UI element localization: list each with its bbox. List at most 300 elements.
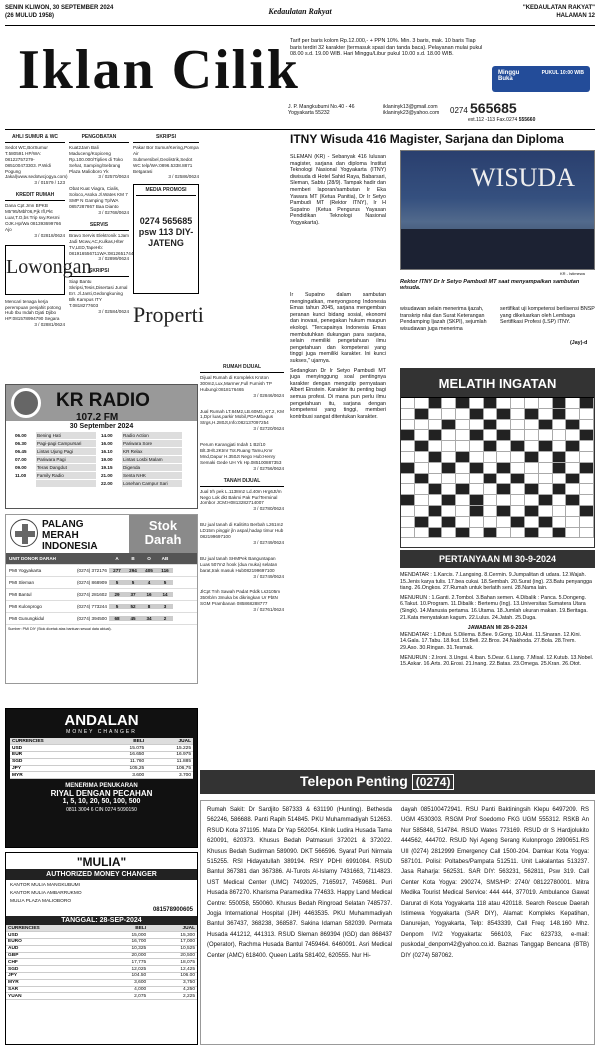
pmi-row bbox=[6, 589, 197, 601]
rate-cell: JPY bbox=[6, 973, 99, 980]
crossword-cell bbox=[539, 495, 553, 506]
pmi-header-row bbox=[6, 553, 197, 565]
crossword-cell bbox=[525, 452, 539, 463]
crossword-cell bbox=[525, 398, 539, 409]
crossword-cell bbox=[580, 484, 594, 495]
rate-row bbox=[6, 966, 197, 973]
article-lede: SLEMAN (KR) - Sebanyak 416 lulusan magister, sarjana dan diploma Institut Teknologi Nasional Yogyakarta (ITNY) diwisuda di Hotel Sahid Raya, Babarsari, Sleman, Sabtu (28/9). Tampak hadir dan memberi laporan/sambutan Ir Eka Yawara MT (Ketua Panitia), Dr Ir Setyo Pambudi MT (Rektor ITNY), Ir H Supatno (Ketua Pengurus Yayasan Pendidikan Teknologi Nasional Yogyakarta). bbox=[290, 154, 386, 226]
rate-cell: BELI bbox=[99, 738, 146, 745]
pmi-cell: 52 bbox=[125, 604, 141, 609]
crossword-cell bbox=[429, 441, 443, 452]
crossword-cell bbox=[553, 474, 567, 485]
classified-col-2: PENGOBATAN Kuat2Jam Bali Maduceng/Kopiceng Rp.100.000/Tiplies di Toko Sehat, Samping/Sebrang Plaza Malioboro Yk 3 / 02570/0624 Obat Kuat Viagra, Cialis, Soloco,Asoka Jl.Wates KM 7 SMP N Gamping Tp/WA 0857287867 Baa Dianto 3 / 02768/0624 SERVIS Bravo Servis Elektronik 1Jam Jadi Mcwv,AC,Kulkas,Hlter TV,LED,TapeHb: 081916556711WA:0812651744 3 / 02899/0624 SKRIPSI Siap Bantu Skripsi,Tesis,Disertasi Jurnal Err. Jl.Janti,Gedongkuning Blk Kampus ITY T.0818277603 3 / 02584/0624 bbox=[69, 134, 134, 314]
article-body: Ir Supatno dalam sambutan mengingatkan, menyongsong Indonesia Emas tahun 2045, sarjana mengemban peranan kunci bidang sosial, ekonomi dan inovasi, penegakan hukum maupun ekologi. "Tercapainya Indonesia Emas membutuhkan dukungan para sarjana, selain memiliki pengetahuan ilmu pengetahuan dan kompetensi yang tinggi juga memiliki karakter. Ini kunci sukses," ujarnya. Sedangkan Dr Ir Setyo Pambudi MT juga menyinggung soal pentingnya karakter dengan mengutip pernyataan Albert Einstein. Karakter itu penting bagi semua profesi. Di mana pun perlu ilmu pengetahuan itu, sarjana dengan kompetensi yang tinggi, memberi kontribusi sangat ditentukan karakter. bbox=[290, 292, 386, 420]
crossword-cell bbox=[511, 484, 525, 495]
crossword-cell bbox=[456, 452, 470, 463]
crossword-cell bbox=[415, 484, 429, 495]
crossword-cell bbox=[442, 474, 456, 485]
crossword-cell bbox=[511, 441, 525, 452]
rate-cell: MYR bbox=[10, 772, 99, 779]
rate-cell: 15,000 bbox=[99, 932, 148, 939]
header-page: "KEDAULATAN RAKYAT" HALAMAN 12 bbox=[522, 5, 595, 19]
crossword-title: MELATIH INGATAN bbox=[401, 369, 594, 397]
crossword-cell bbox=[456, 430, 470, 441]
crossword-cell bbox=[539, 484, 553, 495]
crossword-cell bbox=[497, 506, 511, 517]
rate-row bbox=[10, 765, 193, 772]
pmi-cell: 16 bbox=[141, 592, 157, 597]
pmi-title: PALANG MERAH INDONESIA bbox=[42, 519, 98, 552]
pmi-cell: AB bbox=[161, 556, 169, 561]
lowongan-heading: Lowongan bbox=[5, 245, 65, 295]
rate-cell: 3.600 bbox=[99, 772, 146, 779]
crossword-cell bbox=[484, 430, 498, 441]
crossword-cell bbox=[525, 409, 539, 420]
red-cross-icon bbox=[10, 519, 38, 547]
pmi-cell: 45 bbox=[125, 616, 141, 621]
rate-row bbox=[6, 952, 197, 959]
crossword-cell bbox=[470, 495, 484, 506]
crossword-cell bbox=[442, 517, 456, 528]
crossword-cell bbox=[497, 441, 511, 452]
crossword-cell bbox=[415, 398, 429, 409]
rate-cell: 12,425 bbox=[148, 966, 197, 973]
rate-row bbox=[6, 973, 197, 980]
crossword-cell bbox=[553, 409, 567, 420]
crossword-cell bbox=[415, 409, 429, 420]
crossword-grid bbox=[401, 397, 594, 538]
crossword-cell bbox=[511, 517, 525, 528]
crossword-cell bbox=[401, 398, 415, 409]
rate-cell: USD bbox=[6, 932, 99, 939]
andalan-money-changer: ANDALAN MONEY CHANGER CURRENCIES BELI JUAL USD 15.075 15.225 EUR 16.650 16.975 SGD 11.760 11.885 JPY 105,25 106,75 MYR 3.600 3.700 MENERIMA PENUKARAN RIYAL DENGAN PECAHAN 1, 5, 10, 20, 50, 100, 500 0811 3004 6 CIN 0274 5090150 bbox=[5, 708, 198, 848]
header-date: SENIN KLIWON, 30 SEPTEMBER 2024 (26 MULUD 1958) bbox=[5, 5, 114, 19]
crossword-cell bbox=[566, 430, 580, 441]
crossword-cell bbox=[566, 452, 580, 463]
rate-cell: 17,775 bbox=[99, 959, 148, 966]
crossword-cell bbox=[401, 463, 415, 474]
properti-heading: Properti bbox=[133, 302, 204, 328]
crossword-cell bbox=[511, 430, 525, 441]
crossword-cell bbox=[401, 420, 415, 431]
rate-cell: SAR bbox=[6, 986, 99, 993]
crossword-cell bbox=[580, 430, 594, 441]
crossword-cell bbox=[456, 420, 470, 431]
pmi-cell: 405 bbox=[141, 568, 157, 573]
crossword-cell bbox=[429, 430, 443, 441]
crossword-cell bbox=[525, 463, 539, 474]
article-col-b: sertifikat uji kompetensi berlisensi BNSP yang dikeluarkan oleh Lembaga Sertifikasi Profesi (LSP) ITNY. bbox=[500, 306, 595, 326]
telepon-body: Rumah Sakit: Dr Sardjito 587333 & 631190 (Hunting). Bethesda 562246, 586688. Panti Rapih 514845. PKU Muhammadiyah 512653. RSUD Kota 371195. Mata Dr Yap 562054. Klinik Ludira Husada Tama 620091, 620373. Khusus Bedah Patmasuri 372021 & 372022. Khusus Bedah Sudirman 589090. DKT 566596. Syaraf Puri Nirmala 515255. RSI Hidayatullah 389194. RSIY PDHI 6991084. RSUD Bantul 367381 dan 367386. Al-Turots Al-Islamy 7431663, 7114823. UST Medical Center (UMC) 7492025, 7165917, 7459681. Puri Husada 867270. Kharisma Paramedika 774633. Happy Land Medical Centre: 550058, 550060. Khusus Bedah Ringroad Selatan 7485737. Jogja International Hospital (JIH) 4463535. PKU Muhammadiyah Bantul 367437, 368238, 368587. Sakina Idaman 582039. Permata Husada 441212, 441313. RSUD Sleman 869394 (IGD) dan 868437 (Operator), Rachma Husada Bantul 7459464. 6460091. Asri Medical Center (AMC) 618400. Queen Latifa 581402, 620555. Nur Hi- dayah 085100472941. RSU Panti Baktiningsih Klepu 6497209. RS UGM 4530303. RSGM Prof Soedomo FKG UGM 555312. RSKB An Nur 585848, 514784. RSUD Wates 773169. RSUD dr S Hardjolukito 444562, 444702. RSUD Nyi Ageng Serang Kulonprogo 2890651.RS UII (0274) 2812999 Emergency Call 1500-204. Damkar Kota Yogya: 587101. Polisi: Poltabes/Pampata 512511. Unit Lakalantas 513237. Jasa Raharja: 562531. SAR DIY: 563231, 562811, Psw 319. Call Center Kota Yogya: 290274, SMS/HP: 2740/ 08122780001. Mitra Medika Tourist Medical Service: 444 444, 377019. Ambulance Gawat Darurat di Kota Yogyakarta 118 atau 420118. Search Rescue Daerah Istimewa Yogyakarta (SAR DIY), Alamat: Kompleks Kepatihan, Danurejan, Yogyakarta, Telp: 8543339, Call Freq: 148.160 Mhz. Denpom IV/2 Yogyakarta: 566103, Fax: 623733, e-mail: puskodal_denpom42@yahoo.co.id. Baznas Tanggap Bencana (BTB) DIY (0274) 587062. bbox=[200, 800, 595, 1045]
rate-cell: JUAL bbox=[146, 738, 193, 745]
crossword-cell bbox=[442, 430, 456, 441]
crossword-cell bbox=[525, 495, 539, 506]
rate-cell: 105,25 bbox=[99, 765, 146, 772]
contact-info bbox=[288, 104, 593, 126]
properti-listings: RUMAH DIJUAL Dijual Rumah di Kompleks Kroton 300m2,Lux,Marmer,Full Furnish TP Hubungi:0818176465 3 / 02846/0624 Jual Rumah LT.84M2,LB.60M2, KT.2, KM 1,Dpr luas,parkir Mobil,PDAMbagus Strgs,H.280Jt,Info:082137097254 3 / 02720/0624 Perum Karangjati Indah 1 B2/10 Blt.3Hlt.2Ktmr Tot.Ruang Tamu,Kmr Mnd,Dapur H.350Jt Nego Hub:Henry Semaki Gede UH Yk Hp.085100887353 3 / 02756/0624 TANAH DIJUAL Jual trh pek L.1138m2 Ld.40m Hrg6Jt/m Nego Lok dkt Bakmi Pak Pur/Terminal Jombor JCM:H0813282714007 3 / 02780/0624 BU jual tanah di Kalitirto Berbah L261m2 LD15m pinggir jln aspal,hadap timur Hub 082199697100 3 / 02749/0624 BU jual tanah SHMPek Banguntapan Luas 507m2 hook (dua muka) selatan barat,trak masuk Hub082199697100 3 / 02749/0624 JlCpt Tnh Sawah Padat Pddk Ls3105m 350rb/m 3muka bs dikringkan Ur PbtN SGM Prambanan 085868288777 3 / 02761/0624 bbox=[200, 364, 284, 613]
pmi-cell: 34 bbox=[141, 616, 157, 621]
schedule-cell: Pariwara Pagi bbox=[36, 456, 96, 463]
crossword-cell bbox=[415, 495, 429, 506]
crossword-cell bbox=[497, 495, 511, 506]
phone-area: 0274 bbox=[450, 106, 468, 115]
schedule-cell: Lintas Ujung Pagi bbox=[36, 448, 96, 455]
pmi-cell: 5 bbox=[157, 580, 173, 585]
crossword-cell bbox=[401, 528, 415, 539]
pmi-cell: PMI Yogyakarta bbox=[9, 568, 42, 573]
rate-cell: SGD bbox=[10, 758, 99, 765]
crossword-cell bbox=[470, 398, 484, 409]
schedule-cell: KR Relax bbox=[122, 448, 182, 455]
rate-row bbox=[6, 945, 197, 952]
crossword-cell bbox=[497, 484, 511, 495]
pmi-row bbox=[6, 601, 197, 613]
crossword-cell bbox=[525, 420, 539, 431]
crossword-cell bbox=[580, 528, 594, 539]
crossword-cell bbox=[580, 420, 594, 431]
rate-cell: 4,000 bbox=[99, 986, 148, 993]
crossword-cell bbox=[442, 463, 456, 474]
pmi-cell: B bbox=[131, 556, 135, 561]
crossword-cell bbox=[401, 495, 415, 506]
rate-cell: 11.760 bbox=[99, 758, 146, 765]
mulia-money-changer: "MULIA" AUTHORIZED MONEY CHANGER KANTOR MULIA MANGKUBUMI KANTOR MULIA AMBARRUKMO MULIA PLAZA MALIOBORO 081578900605 TANGGAL: 28-SEP-2024 CURRENCIES BELI JUAL USD 15,000 15,300 EURO 16,700 17,000 AUD 10,325 10,525 GBP 20,000 20,500 CHF 17,775 18,075 SGD 12,025 12,425 JPY 104.50 106.00 MYR 3,600 3,750 SAR 4,000 4,250 YUAN 2,075 2,225 bbox=[5, 852, 198, 1045]
crossword-cell bbox=[553, 430, 567, 441]
pmi-cell: PMI Sleman bbox=[9, 580, 35, 585]
pmi-cell: 8 bbox=[141, 604, 157, 609]
crossword-cell bbox=[566, 474, 580, 485]
schedule-cell bbox=[36, 480, 96, 487]
rate-cell: 2,225 bbox=[148, 993, 197, 1000]
rate-row bbox=[6, 993, 197, 1000]
rate-row bbox=[10, 772, 193, 779]
crossword-cell bbox=[442, 420, 456, 431]
schedule-cell: 07.00 bbox=[15, 457, 27, 462]
crossword-cell bbox=[484, 495, 498, 506]
rate-cell: 20,000 bbox=[99, 952, 148, 959]
schedule-cell: 06.45 bbox=[15, 449, 27, 454]
classified-col-1: AHLI SUMUR & WC Sedot WC,BorSumur T.580591 HP/WA: 08122757279-085100473303. P.Widi Pogung Jakal(www.sedotwcjogya.com) 3 / 01579 / 123 KREDIT RUMAH Dana Cpt Jmn BPKB Mtr'95/Mbl'06,Pjk Ifl,Pkt Luar,T.O,bs Trip svy.Resmi OJK.Hp/Wa 081393699766 Ajo 3 / 02818/0624 Lowongan Mencari tenaga kerja perempuan penjahit potong Hub Ibu Indah Djati Djibo HP:081578994790 Segara 3 / 02881/0624 bbox=[5, 134, 92, 328]
pmi-row bbox=[6, 613, 197, 625]
mulia-rate-table bbox=[6, 925, 197, 1000]
crossword-cell bbox=[429, 495, 443, 506]
crossword-cell bbox=[566, 517, 580, 528]
crossword-cell bbox=[484, 528, 498, 539]
rate-cell: CHF bbox=[6, 959, 99, 966]
rate-cell: 106.00 bbox=[148, 973, 197, 980]
crossword bbox=[400, 368, 595, 548]
schedule-cell: 11.00 bbox=[15, 473, 27, 478]
rates-text: Tarif per baris kolom Rp.12.000,- + PPN 10%. Min. 3 baris, mak. 10 baris Tiap baris terdiri 32 karakter (termasuk spasi dan tanda baca). Pelayanan mulai pukul 08.00 s.d. 19.00 WIB. Hari Minggu/Libur pukul 10.00 s.d. 18.00 WIB. bbox=[290, 38, 483, 58]
schedule-cell bbox=[14, 480, 32, 487]
rate-header-row bbox=[6, 925, 197, 932]
schedule-cell: 14.00 bbox=[101, 433, 113, 438]
crossword-cell bbox=[580, 506, 594, 517]
crossword-cell bbox=[497, 409, 511, 420]
rate-cell: 2,075 bbox=[99, 993, 148, 1000]
crossword-cell bbox=[580, 495, 594, 506]
rate-cell: 3.700 bbox=[146, 772, 193, 779]
rate-cell: YUAN bbox=[6, 993, 99, 1000]
crossword-cell bbox=[539, 420, 553, 431]
crossword-cell bbox=[470, 452, 484, 463]
rate-cell: 20,500 bbox=[148, 952, 197, 959]
crossword-cell bbox=[415, 441, 429, 452]
crossword-cell bbox=[497, 452, 511, 463]
crossword-cell bbox=[456, 409, 470, 420]
crossword-cell bbox=[442, 506, 456, 517]
schedule-cell: 21.00 bbox=[101, 473, 113, 478]
crossword-cell bbox=[484, 398, 498, 409]
pmi-cell: 37 bbox=[125, 592, 141, 597]
rate-cell: 16,700 bbox=[99, 939, 148, 946]
crossword-cell bbox=[429, 463, 443, 474]
pmi-cell: PMI Gunungkidul bbox=[9, 616, 45, 621]
crossword-cell bbox=[511, 506, 525, 517]
pmi-cell: 277 bbox=[109, 568, 125, 573]
pmi-cell: (0274) 773244 bbox=[77, 604, 107, 609]
schedule-cell: 06.00 bbox=[15, 433, 27, 438]
crossword-cell bbox=[511, 463, 525, 474]
schedule-cell: Lintas Losbi Malam bbox=[122, 456, 182, 463]
crossword-cell bbox=[539, 517, 553, 528]
rate-row bbox=[6, 979, 197, 986]
schedule-cell: Pagi-pagi Campursari bbox=[36, 440, 96, 447]
crossword-cell bbox=[511, 420, 525, 431]
phone-number: 565685 bbox=[470, 100, 517, 116]
crossword-cell bbox=[566, 484, 580, 495]
schedule-cell: 19.00 bbox=[101, 457, 113, 462]
crossword-cell bbox=[539, 398, 553, 409]
crossword-cell bbox=[484, 474, 498, 485]
crossword-cell bbox=[484, 463, 498, 474]
schedule-cell: Radio Action bbox=[122, 432, 182, 439]
crossword-cell bbox=[553, 463, 567, 474]
crossword-cell bbox=[539, 430, 553, 441]
pmi-table bbox=[6, 553, 197, 625]
rate-cell: 18,075 bbox=[148, 959, 197, 966]
email: iklaninyk13@gmail.com iklaninyk23@yahoo.com bbox=[383, 104, 440, 117]
audience-shape bbox=[401, 229, 594, 269]
crossword-cell bbox=[497, 474, 511, 485]
kr-radio-schedule: KR RADIO 107.2 FM 30 September 2024 06.00 Bening Hati 14.00 Radio Action 06.30 Pagi-pagi Campursari 16.00 Pariwara Sore 06.45 Lintas Ujung Pagi 16.10 KR Relax 07.00 Pariwara Pagi 19.00 Lintas Losbi Malam 09.00 Teras Dangdut 19.15 Digenda 11.00 Family Radio 21.00 Senta NHK 22.00 Losehan Campur Sari bbox=[5, 384, 198, 509]
crossword-cell bbox=[470, 420, 484, 431]
crossword-cell bbox=[525, 474, 539, 485]
crossword-cell bbox=[442, 441, 456, 452]
pmi-cell: PMI Bantul bbox=[9, 592, 32, 597]
crossword-cell bbox=[470, 506, 484, 517]
rate-cell: MYR bbox=[6, 979, 99, 986]
rate-cell: SGD bbox=[6, 966, 99, 973]
media-promosi-box: MEDIA PROMOSI 0274 565685 psw 113 DIY-JATENG bbox=[133, 184, 199, 294]
rate-cell: 106,75 bbox=[146, 765, 193, 772]
crossword-cell bbox=[401, 441, 415, 452]
pmi-cell: 5 bbox=[109, 580, 125, 585]
pmi-cell: 5 bbox=[125, 580, 141, 585]
crossword-cell bbox=[470, 517, 484, 528]
opening-hours-badge: Minggu Buka PUKUL 10:00 WIB bbox=[492, 66, 590, 92]
crossword-cell bbox=[525, 517, 539, 528]
crossword-cell bbox=[401, 452, 415, 463]
rate-cell: 15.225 bbox=[146, 745, 193, 752]
crossword-cell bbox=[539, 441, 553, 452]
schedule-cell: Teras Dangdut bbox=[36, 464, 96, 471]
rate-cell: AUD bbox=[6, 945, 99, 952]
page-header bbox=[5, 4, 595, 26]
schedule-cell: Digenda bbox=[122, 464, 182, 471]
rate-cell: 16.650 bbox=[99, 752, 146, 759]
crossword-cell bbox=[580, 452, 594, 463]
crossword-cell bbox=[497, 420, 511, 431]
pmi-cell: A bbox=[115, 556, 119, 561]
crossword-cell bbox=[580, 409, 594, 420]
crossword-cell bbox=[525, 430, 539, 441]
rate-cell: 10,525 bbox=[148, 945, 197, 952]
crossword-cell bbox=[580, 463, 594, 474]
crossword-cell bbox=[525, 506, 539, 517]
crossword-cell bbox=[525, 528, 539, 539]
crossword-cell bbox=[401, 517, 415, 528]
schedule-cell: 06.30 bbox=[15, 441, 27, 446]
stok-darah-label: Stok Darah bbox=[129, 515, 197, 553]
rate-row bbox=[6, 939, 197, 946]
wisuda-photo: WISUDA bbox=[400, 150, 595, 270]
crossword-cell bbox=[525, 484, 539, 495]
rate-cell: 17,000 bbox=[148, 939, 197, 946]
rate-cell: 16.975 bbox=[146, 752, 193, 759]
crossword-cell bbox=[580, 441, 594, 452]
pmi-cell: 29 bbox=[109, 592, 125, 597]
telepon-title: Telepon Penting (0274) bbox=[300, 773, 454, 789]
crossword-cell bbox=[497, 430, 511, 441]
phone-ext: ext.112 -113 Fax.0274 555660 bbox=[468, 117, 536, 123]
pmi-stok-darah bbox=[5, 514, 198, 684]
crossword-cell bbox=[580, 398, 594, 409]
crossword-cell bbox=[497, 528, 511, 539]
pmi-cell: (0274) 868909 bbox=[77, 580, 107, 585]
pertanyaan-title: PERTANYAAN MI 30-9-2024 bbox=[400, 550, 595, 568]
crossword-cell bbox=[429, 474, 443, 485]
crossword-cell bbox=[539, 409, 553, 420]
crossword-cell bbox=[429, 398, 443, 409]
rate-cell: 3,750 bbox=[148, 979, 197, 986]
schedule-cell: Bening Hati bbox=[36, 432, 96, 439]
kr-radio-logo-icon bbox=[11, 388, 41, 418]
crossword-cell bbox=[442, 452, 456, 463]
crossword-cell bbox=[429, 517, 443, 528]
pmi-cell: 2 bbox=[157, 616, 173, 621]
crossword-cell bbox=[415, 452, 429, 463]
crossword-cell bbox=[497, 463, 511, 474]
article-col-a: wisudawan selain menerima ijazah, transkrip nilai dan Surat Keterangan Pendamping Ijazah (SKPI), sejumlah wisudawan juga menerima bbox=[400, 306, 487, 332]
crossword-cell bbox=[429, 409, 443, 420]
crossword-cell bbox=[429, 452, 443, 463]
masthead-logo: Kedaulatan Rakyat bbox=[268, 7, 332, 16]
rate-row bbox=[6, 932, 197, 939]
crossword-cell bbox=[456, 506, 470, 517]
crossword-cell bbox=[553, 441, 567, 452]
rate-cell: 10,325 bbox=[99, 945, 148, 952]
schedule-cell: 09.00 bbox=[15, 465, 27, 470]
crossword-cell bbox=[484, 484, 498, 495]
crossword-cell bbox=[470, 484, 484, 495]
crossword-cell bbox=[553, 452, 567, 463]
pmi-cell: 14 bbox=[157, 592, 173, 597]
crossword-cell bbox=[484, 409, 498, 420]
rate-cell: 4,250 bbox=[148, 986, 197, 993]
crossword-cell bbox=[415, 474, 429, 485]
crossword-cell bbox=[429, 484, 443, 495]
crossword-cell bbox=[442, 528, 456, 539]
crossword-cell bbox=[429, 420, 443, 431]
rate-cell: 15,300 bbox=[148, 932, 197, 939]
pmi-row bbox=[6, 565, 197, 577]
article-headline: ITNY Wisuda 416 Magister, Sarjana dan Diploma bbox=[290, 132, 564, 146]
crossword-cell bbox=[511, 495, 525, 506]
crossword-cell bbox=[456, 495, 470, 506]
crossword-cell bbox=[456, 528, 470, 539]
pmi-cell: 3 bbox=[157, 604, 173, 609]
schedule-cell: Pariwara Sore bbox=[122, 440, 182, 447]
crossword-cell bbox=[456, 463, 470, 474]
crossword-cell bbox=[470, 474, 484, 485]
crossword-cell bbox=[580, 517, 594, 528]
crossword-cell bbox=[401, 409, 415, 420]
schedule-cell: Family Radio bbox=[36, 472, 96, 479]
pmi-cell: 68 bbox=[109, 616, 125, 621]
crossword-cell bbox=[415, 430, 429, 441]
andalan-rate-table bbox=[10, 738, 193, 779]
crossword-cell bbox=[442, 495, 456, 506]
crossword-cell bbox=[470, 528, 484, 539]
crossword-cell bbox=[539, 474, 553, 485]
crossword-cell bbox=[511, 528, 525, 539]
crossword-cell bbox=[525, 441, 539, 452]
crossword-clues: MENDATAR : 1.Karcis. 7.Langsing. 8.Cermin. 9.Jumpalitan di udara. 12.Wajah. 15.Jenis karya tulis. 17.bea cukai. 18.Sembah. 20.Surat (ing). 23.Batu penyangga tiang. 26.Ongkos. 27.Rumah untuk berlatih seni. 28.Nama lain. MENURUN : 1.Ganti. 2.Tombol. 3.Bahan semen. 4.Dibalik : Panca. 5.Dongeng. 6.Takut. 10.Program. 11.Dibalik : Bertemu (Ing). 13.Universitas Sumatera Utara (Singk). 14.Manusia pertama. 16.Utama. 18.Jumlah ukuran makan. 19.Beritaga. 21.Kata menyatakan kagum. 22.Lulus. 24.Jatah. 25.Duga. JAWABAN MI 28-9-2024 MENDATAR : 1.Difusi. 5.Dilema. 8.Bee. 9.Gong. 10.Aksi. 11.Sinaran. 12.Kini. 14.Gala. 17.Tabu. 18.Ikut. 19.Beli. 22.Bros. 24.Nakhoda. 27.Bola. 28.Trem. 29.Aso. 30.Ringan. 31.Tesmak. MENURUN : 2.Ironi. 3.Ungsi. 4.Iban. 5.Dear. 6.Liang. 7.Misal. 12.Kutub. 13.Nobel. 15.Askar. 16.Arts. 20.Erosi. 21.Inang. 22.Batas. 23.Omega. 25.Kran. 26.Otot. bbox=[400, 572, 594, 668]
crossword-cell bbox=[442, 398, 456, 409]
crossword-cell bbox=[415, 517, 429, 528]
crossword-cell bbox=[566, 463, 580, 474]
crossword-cell bbox=[566, 398, 580, 409]
rate-row bbox=[6, 959, 197, 966]
crossword-cell bbox=[566, 441, 580, 452]
pmi-cell: O bbox=[147, 556, 151, 561]
rate-cell: CURRENCIES bbox=[10, 738, 99, 745]
crossword-cell bbox=[484, 441, 498, 452]
pmi-cell: (0274) 372176 bbox=[77, 568, 107, 573]
rate-cell: 3,600 bbox=[99, 979, 148, 986]
crossword-cell bbox=[442, 409, 456, 420]
crossword-cell bbox=[511, 474, 525, 485]
crossword-cell bbox=[553, 517, 567, 528]
crossword-cell bbox=[415, 528, 429, 539]
schedule-cell: Senta NHK bbox=[122, 472, 182, 479]
crossword-cell bbox=[566, 495, 580, 506]
crossword-cell bbox=[470, 441, 484, 452]
rate-cell: EURO bbox=[6, 939, 99, 946]
crossword-cell bbox=[539, 528, 553, 539]
rate-cell: BELI bbox=[99, 925, 148, 932]
pmi-cell: (0274) 394500 bbox=[77, 616, 107, 621]
kr-date: 30 September 2024 bbox=[69, 423, 134, 430]
crossword-cell bbox=[553, 506, 567, 517]
crossword-cell bbox=[470, 463, 484, 474]
crossword-cell bbox=[401, 430, 415, 441]
schedule-cell: 16.00 bbox=[101, 441, 113, 446]
crossword-cell bbox=[456, 398, 470, 409]
rate-cell: 104.50 bbox=[99, 973, 148, 980]
crossword-cell bbox=[539, 452, 553, 463]
